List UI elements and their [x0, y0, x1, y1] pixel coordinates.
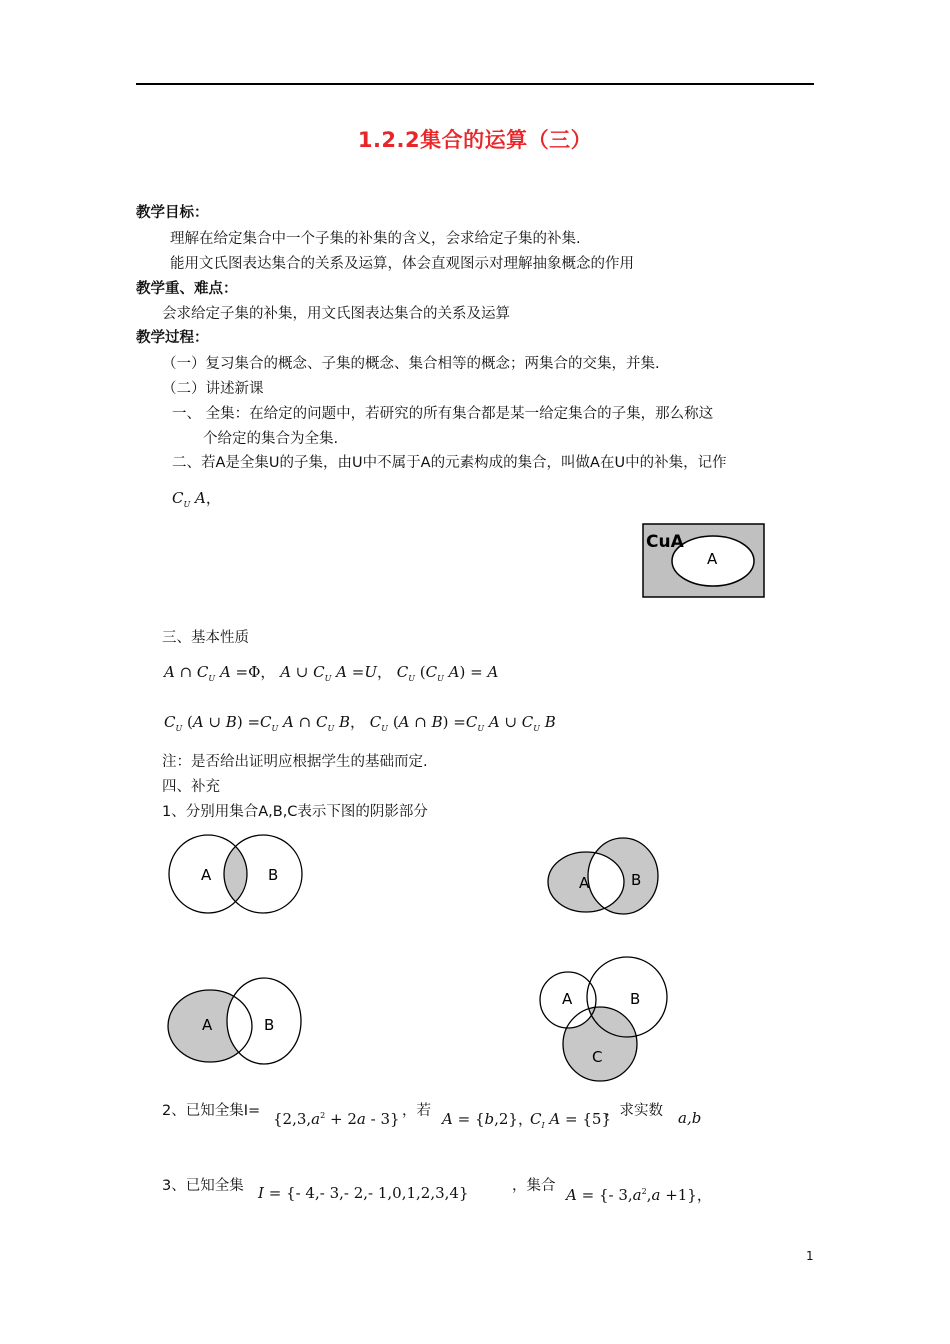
question-2-set-a: A = {b,2}，: [442, 1110, 533, 1128]
venn-label-a: A: [562, 990, 573, 1008]
venn-label-b: B: [630, 990, 641, 1008]
complement-label: CuA: [646, 532, 684, 552]
complement-figure: [642, 523, 766, 599]
question-3-set-i: I = {- 4,- 3,- 2,- 1,0,1,2,3,4}: [258, 1184, 469, 1202]
new-lesson-line: （二）讲述新课: [162, 381, 264, 397]
question-3-mid: ，集合: [512, 1178, 556, 1194]
universal-set-definition-cont: 个给定的集合为全集.: [203, 431, 339, 447]
venn-label-a: A: [579, 874, 590, 892]
objectives-heading: 教学目标：: [136, 205, 209, 221]
question-3-prefix: 3、已知全集: [162, 1178, 244, 1194]
question-2-ask: ，求实数: [605, 1103, 663, 1119]
keypoints-line-1: 会求给定子集的补集，用文氏图表达集合的关系及运算: [162, 306, 510, 322]
supplement-heading: 四、补充: [162, 779, 220, 795]
note-line: 注：是否给出证明应根据学生的基础而定.: [162, 754, 428, 770]
question-2-complement: $C_I$ A = {5}: [530, 1110, 611, 1130]
page-title: 1.2.2集合的运算（三）: [357, 128, 593, 152]
properties-heading: 三、基本性质: [162, 630, 249, 646]
venn-diagram-difference: [164, 975, 306, 1067]
question-2-prefix: 2、已知全集I=: [162, 1103, 261, 1119]
venn-diagram-intersection: [166, 832, 306, 918]
venn-label-c: C: [592, 1048, 603, 1066]
set-a-label: A: [707, 550, 718, 568]
process-heading: 教学过程：: [136, 330, 209, 346]
question-2-if: ，若: [402, 1103, 431, 1119]
objectives-line-2: 能用文氏图表达集合的关系及运算，体会直观图示对理解抽象概念的作用: [170, 256, 634, 272]
page-number: 1: [806, 1249, 814, 1263]
header-rule: [136, 83, 814, 85]
venn-diagram-three-sets: [538, 952, 672, 1084]
venn-label-b: B: [264, 1016, 275, 1034]
venn-label-b: B: [268, 866, 279, 884]
question-2-vars: a,b: [678, 1109, 702, 1127]
question-3-set-a: A = {- $3,a^2,a +1$}，: [566, 1186, 712, 1204]
question-1: 1、分别用集合A,B,C表示下图的阴影部分: [162, 804, 428, 820]
universal-set-definition: 一、 全集：在给定的问题中，若研究的所有集合都是某一给定集合的子集，那么称这: [172, 406, 714, 422]
venn-diagram-symmetric-difference: [544, 835, 664, 919]
keypoints-heading: 教学重、难点：: [136, 281, 238, 297]
venn-label-b: B: [631, 871, 642, 889]
question-2-set-i: $\{2,3,a^2 + 2a - 3\}$: [273, 1110, 400, 1128]
complement-notation: $C_U$ A，: [172, 489, 221, 509]
venn-label-a: A: [201, 866, 212, 884]
venn-label-a: A: [202, 1016, 213, 1034]
review-line: （一）复习集合的概念、子集的概念、集合相等的概念；两集合的交集，并集.: [162, 356, 660, 372]
formula-line-1: A ∩ $C_U$ A =Φ， A ∪ $C_U$ A =U， $C_U$ ($C_U$ A) = A: [164, 663, 499, 683]
objectives-line-1: 理解在给定集合中一个子集的补集的含义，会求给定子集的补集.: [170, 231, 581, 247]
complement-definition: 二、若A是全集U的子集，由U中不属于A的元素构成的集合，叫做A在U中的补集，记作: [172, 455, 727, 471]
formula-line-2: $C_U$ (A ∪ $B) =C_U$ A ∩ $C_U$ B， $C_U$ (A ∩ $B) =C_U$ A ∪ $C_U$ B: [164, 713, 556, 733]
